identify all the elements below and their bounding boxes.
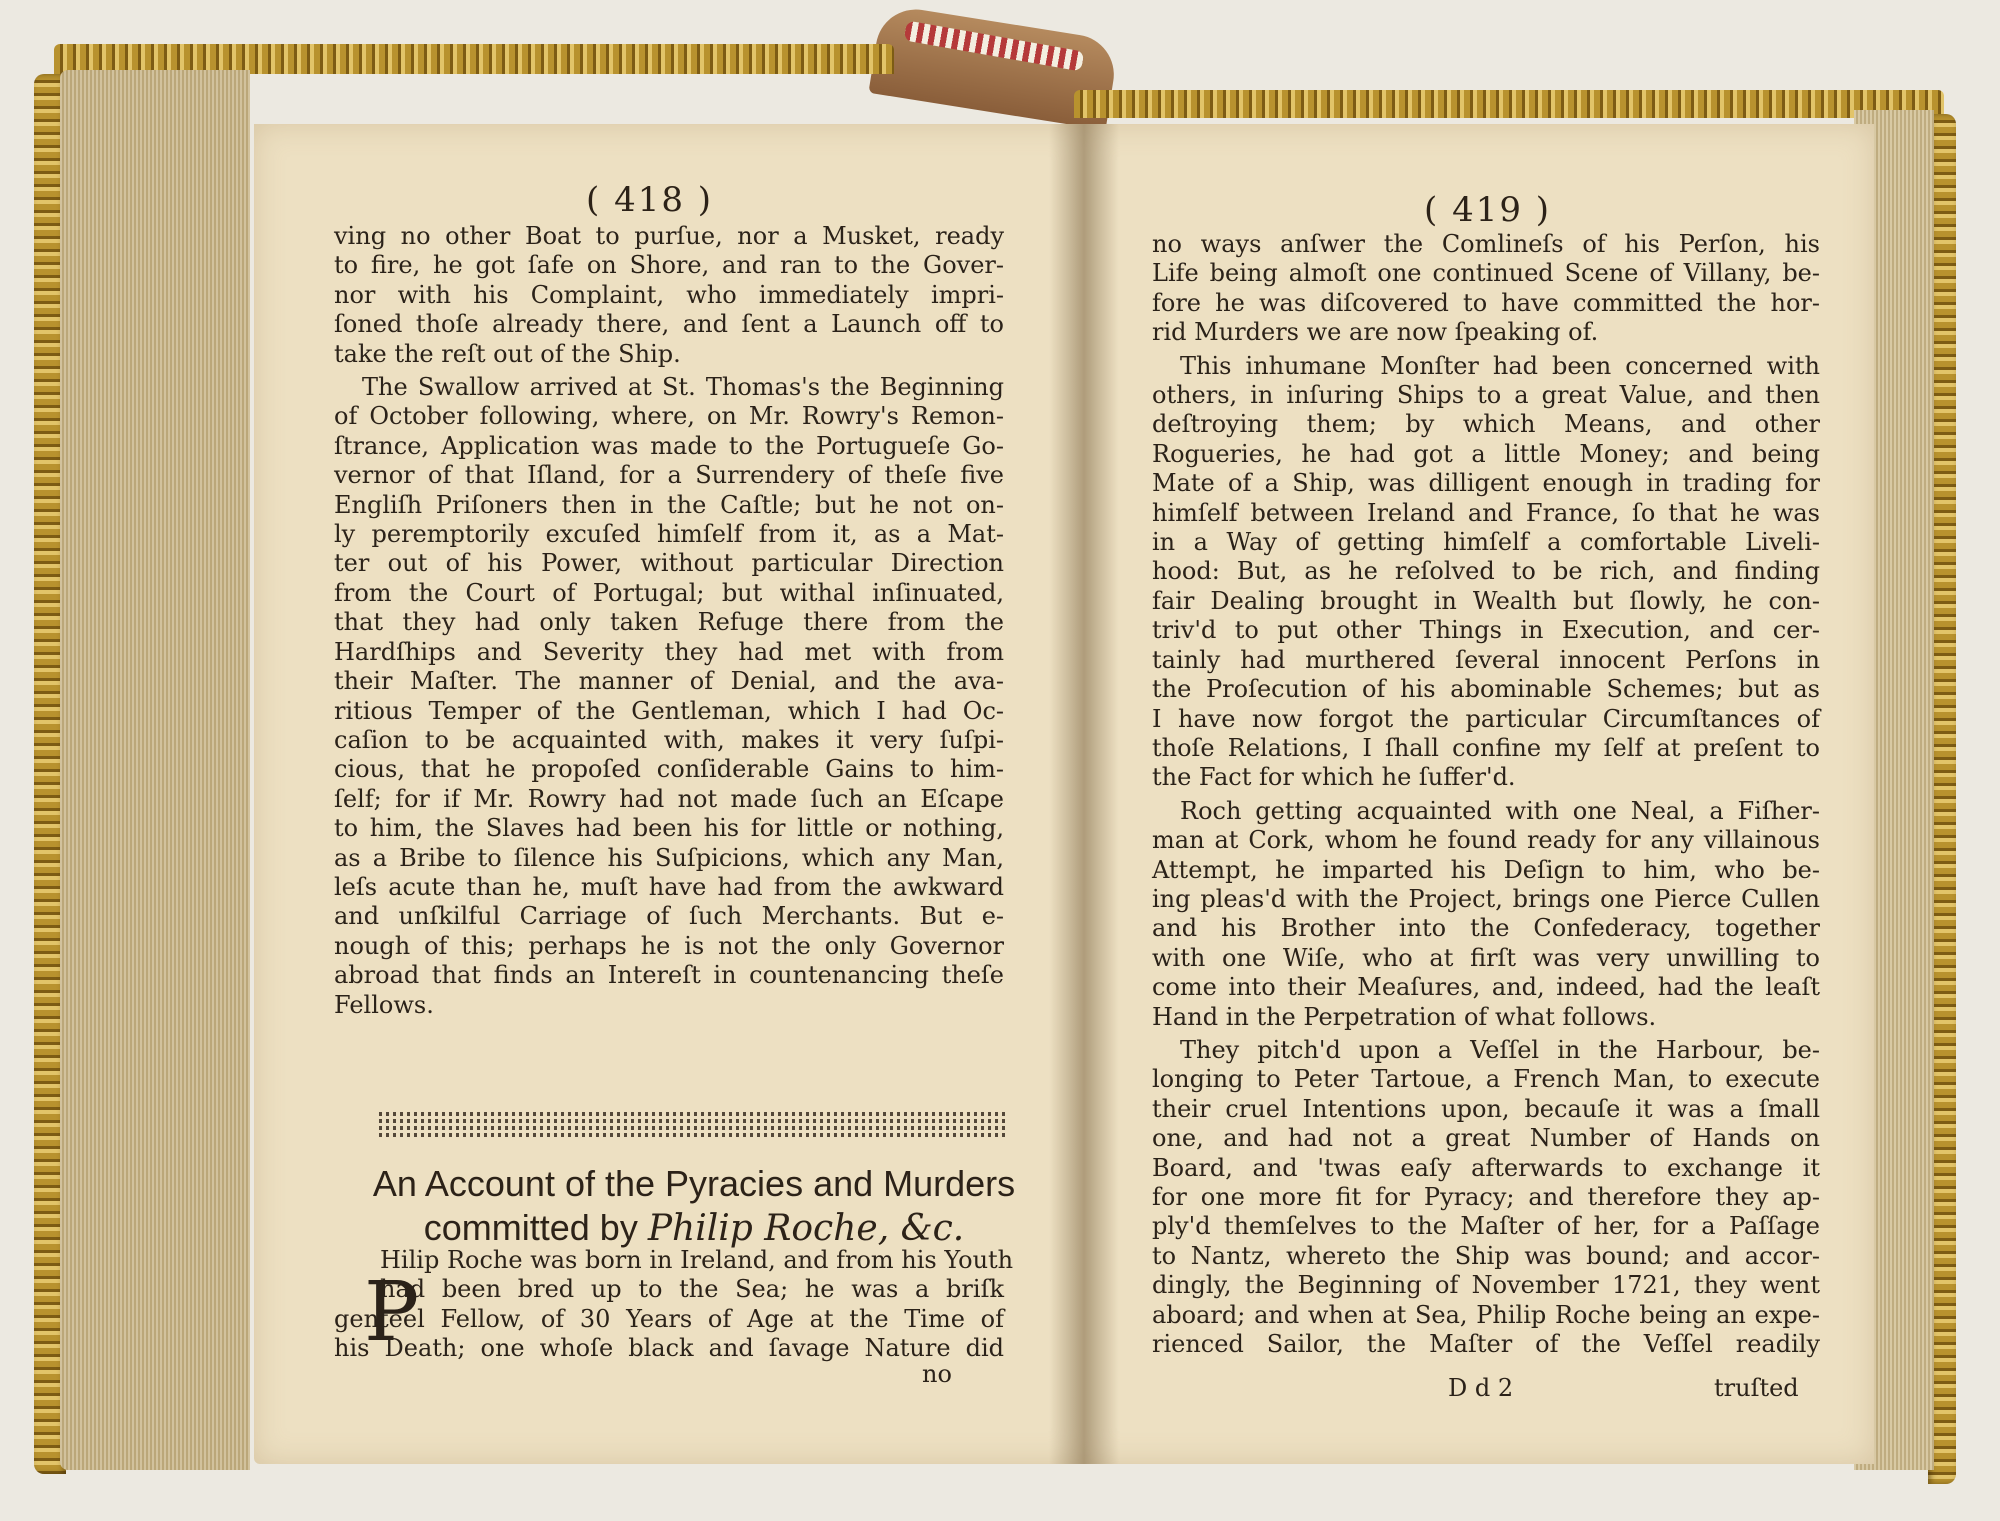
chapter-opening-text xyxy=(334,1246,1014,1364)
text-line: Engliſh Priſoners then in the Caſtle; but he not on- xyxy=(334,490,1004,519)
left-page-body xyxy=(334,222,1004,1020)
text-line: for one more fit for Pyracy; and therefore they ap- xyxy=(1152,1183,1820,1211)
text-line: ly peremptorily excuſed himſelf from it, as a Mat- xyxy=(334,520,1004,549)
text-line: ing pleas'd with the Project, brings one Pierce Cullen xyxy=(1152,884,1820,913)
text-line: Roch getting acquainted with one Neal, a Fiſher- xyxy=(1180,796,1820,825)
text-line: dingly, the Beginning of November 1721, they went xyxy=(1152,1271,1820,1300)
text-line: Attempt, he imparted his Deſign to him, who be- xyxy=(1152,855,1820,884)
text-line: ving no other Boat to purſue, nor a Musket, ready xyxy=(334,222,1004,250)
text-line: nor with his Complaint, who immediately impri- xyxy=(334,280,1004,309)
text-line: triv'd to put other Things in Execution, and cer- xyxy=(1152,616,1820,645)
text-line: ter out of his Power, without particular Direction xyxy=(334,549,1004,578)
text-line: The Swallow arrived at St. Thomas's the Beginning xyxy=(362,373,1004,402)
text-line: of October following, where, on Mr. Rowry's Remon- xyxy=(334,402,1004,431)
text-line: that they had only taken Refuge there from the xyxy=(334,608,1004,637)
chapter-heading-line-1: An Account of the Pyracies and Murders xyxy=(372,1163,1016,1204)
text-line: in a Way of getting himſelf a comfortable Liveli- xyxy=(1152,528,1820,557)
text-line: others, in inſuring Ships to a great Value, and then xyxy=(1152,381,1820,410)
right-catchword: truſted xyxy=(1714,1374,1799,1402)
text-line: rid Murders we are now ſpeaking of. xyxy=(1152,318,1599,347)
gilt-edge-top-right xyxy=(1074,90,1944,118)
text-line: to fire, he got ſafe on Shore, and ran to the Gover- xyxy=(334,251,1004,280)
text-line: Hilip Roche was born in Ireland, and from his Youth xyxy=(380,1246,1014,1274)
text-line: his Death; one whoſe black and ſavage Nature did xyxy=(334,1334,1004,1363)
text-line: cious, that he propoſed conſiderable Gains to him- xyxy=(334,755,1004,784)
text-line: aboard; and when at Sea, Philip Roche being an expe- xyxy=(1152,1300,1820,1329)
text-line: come into their Meaſures, and, indeed, had the leaſt xyxy=(1152,973,1820,1002)
chapter-heading-line-2: committed by Philip Roche, &c. xyxy=(423,1207,965,1249)
text-line: vernor of that Iſland, for a Surrendery of theſe five xyxy=(334,461,1004,490)
text-line: Board, and 'twas eaſy afterwards to exchange it xyxy=(1152,1153,1820,1182)
chapter-heading xyxy=(364,1162,1024,1251)
text-line: genteel Fellow, of 30 Years of Age at the Time of xyxy=(334,1304,1004,1333)
text-line: hood: But, as he reſolved to be rich, and finding xyxy=(1152,557,1820,586)
text-line: to Nantz, whereto the Ship was bound; and accor- xyxy=(1152,1241,1820,1270)
text-line: ritious Temper of the Gentleman, which I had Oc- xyxy=(334,696,1004,725)
text-line: abroad that finds an Intereſt in countenancing theſe xyxy=(334,961,1004,990)
text-line: Hand in the Perpetration of what follows. xyxy=(1152,1002,1657,1031)
text-line: to him, the Slaves had been his for little or nothing, xyxy=(334,814,1004,843)
text-line: Rogueries, he had got a little Money; and being xyxy=(1152,439,1820,468)
text-line: fair Dealing brought in Wealth but ſlowly, he con- xyxy=(1152,586,1820,615)
text-line: Hardſhips and Severity they had met with from xyxy=(334,637,1004,666)
text-line: caſion to be acquainted with, makes it very ſuſpi- xyxy=(334,725,1004,754)
text-line: They pitch'd upon a Veſſel in the Harbour, be- xyxy=(1180,1035,1820,1064)
text-line: Fellows. xyxy=(334,990,434,1019)
text-line: as a Bribe to ſilence his Suſpicions, which any Man, xyxy=(334,843,1004,872)
text-line: nough of this; perhaps he is not the only Governor xyxy=(334,931,1004,960)
text-line: I have now forgot the particular Circumſtances of xyxy=(1152,704,1820,733)
text-line: had been bred up to the Sea; he was a briſk xyxy=(380,1275,1004,1304)
text-line: the Proſecution of his abominable Schemes; but as xyxy=(1152,675,1820,704)
text-line: fore he was diſcovered to have committed the hor- xyxy=(1152,288,1820,317)
text-line: rienced Sailor, the Maſter of the Veſſel readily xyxy=(1152,1330,1820,1359)
text-line: ply'd themſelves to the Maſter of her, for a Paſſage xyxy=(1152,1212,1820,1241)
page-stack-left xyxy=(60,70,250,1470)
right-page-number: ( 419 ) xyxy=(1424,190,1552,230)
chapter-heading-name: Philip Roche, &c. xyxy=(647,1208,965,1249)
text-line: Life being almoſt one continued Scene of Villany, be- xyxy=(1152,259,1820,288)
left-page-number: ( 418 ) xyxy=(586,180,714,220)
text-line: longing to Peter Tartoue, a French Man, to execute xyxy=(1152,1065,1820,1094)
text-line: ſtrance, Application was made to the Portugueſe Go- xyxy=(334,431,1004,460)
signature-mark: D d 2 xyxy=(1448,1374,1514,1402)
text-line: and unſkilful Carriage of ſuch Merchants. But e- xyxy=(334,902,1004,931)
open-book xyxy=(34,44,1956,1504)
text-line: from the Court of Portugal; but withal inſinuated, xyxy=(334,578,1004,607)
text-line: with one Wiſe, who at firſt was very unwilling to xyxy=(1152,943,1820,972)
drop-cap: P xyxy=(364,1265,420,1360)
right-page-body xyxy=(1152,230,1820,1359)
gutter-shadow xyxy=(1049,124,1119,1464)
text-line: deſtroying them; by which Means, and other xyxy=(1152,410,1820,439)
text-line: no ways anſwer the Comlineſs of his Perſon, his xyxy=(1152,230,1820,258)
text-line: Mate of a Ship, was dilligent enough in trading for xyxy=(1152,469,1820,498)
text-line: man at Cork, whom he found ready for any villainous xyxy=(1152,826,1820,855)
ornamental-rule xyxy=(379,1112,1007,1138)
text-line: This inhumane Monſter had been concerned with xyxy=(1180,351,1820,380)
text-line: the Fact for which he ſuffer'd. xyxy=(1152,763,1516,792)
text-line: thoſe Relations, I ſhall confine my ſelf at preſent to xyxy=(1152,733,1820,762)
text-line: leſs acute than he, muſt have had from the awkward xyxy=(334,872,1004,901)
text-line: ſoned thoſe already there, and ſent a Launch off to xyxy=(334,310,1004,339)
text-line: take the reſt out of the Ship. xyxy=(334,339,681,368)
text-line: and his Brother into the Confederacy, together xyxy=(1152,914,1820,943)
text-line: their Maſter. The manner of Denial, and the ava- xyxy=(334,667,1004,696)
text-line: tainly had murthered ſeveral innocent Perſons in xyxy=(1152,645,1820,674)
text-line: one, and had not a great Number of Hands on xyxy=(1152,1124,1820,1153)
text-line: ſelf; for if Mr. Rowry had not made ſuch an Eſcape xyxy=(334,784,1004,813)
text-line: their cruel Intentions upon, becauſe it was a ſmall xyxy=(1152,1094,1820,1123)
left-catchword: no xyxy=(922,1360,952,1388)
text-line: himſelf between Ireland and France, ſo that he was xyxy=(1152,498,1820,527)
